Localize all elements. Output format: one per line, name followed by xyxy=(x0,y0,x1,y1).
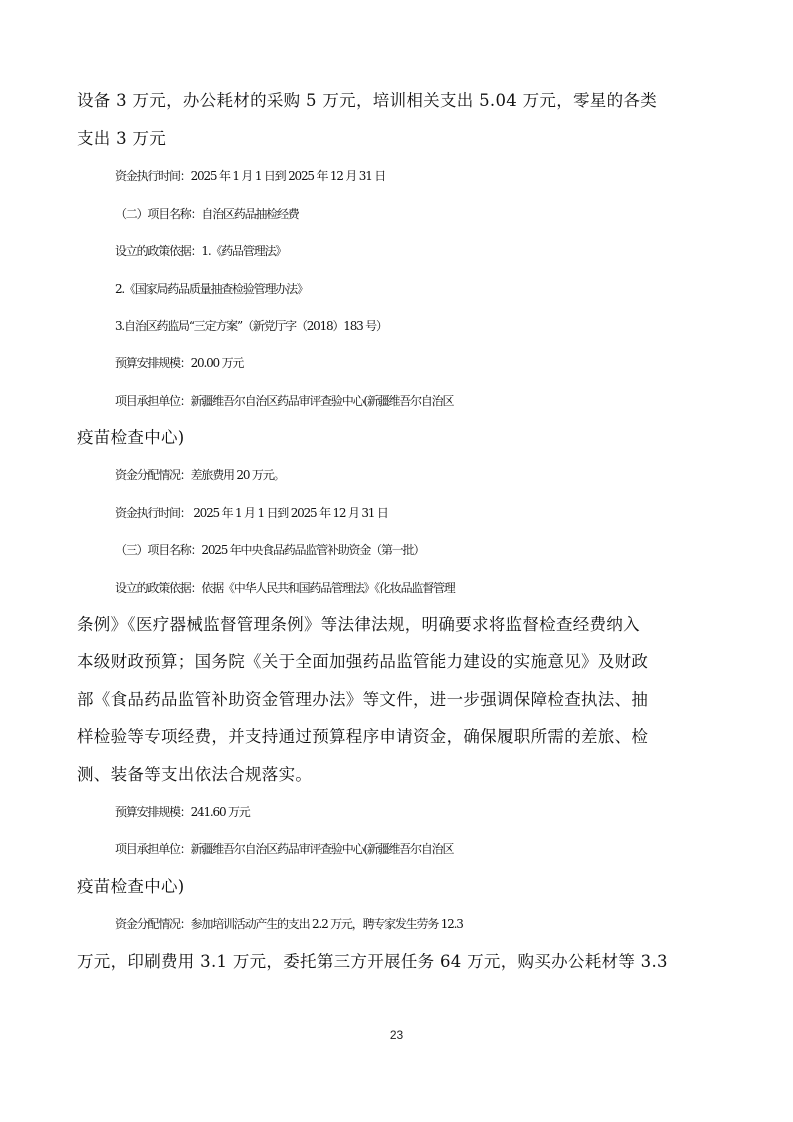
body-text-line: 资金分配情况：参加培训活动产生的支出 2.2 万元，聘专家发生劳务 12.3 xyxy=(115,917,463,931)
page-number: 23 xyxy=(389,1028,404,1042)
body-text-line: 资金执行时间：2025 年 1 月 1 日到 2025 年 12 月 31 日 xyxy=(115,169,386,183)
body-text-line: 资金执行时间： 2025 年 1 月 1 日到 2025 年 12 月 31 日 xyxy=(115,506,388,520)
body-text-line: 预算安排规模：20.00 万元 xyxy=(115,356,244,370)
section-heading: （三）项目名称：2025 年中央食品药品监管补助资金（第一批） xyxy=(115,543,425,557)
body-text-line: 设立的政策依据：依据《中华人民共和国药品管理法》《化妆品监督管理 xyxy=(115,581,455,595)
body-text-line: 设备 3 万元，办公耗材的采购 5 万元，培训相关支出 5.04 万元，零星的各类 xyxy=(77,91,658,110)
body-text-line: 本级财政预算；国务院《关于全面加强药品监管能力建设的实施意见》及财政 xyxy=(77,652,649,671)
body-text-line: 条例》《医疗器械监督管理条例》等法律法规，明确要求将监督检查经费纳入 xyxy=(77,615,640,634)
body-text-line: 疫苗检查中心) xyxy=(77,877,185,896)
body-text-line: 样检验等专项经费，并支持通过预算程序申请资金，确保履职所需的差旅、检 xyxy=(77,727,649,746)
body-text-line: 资金分配情况：差旅费用 20 万元。 xyxy=(115,468,285,482)
body-text-line: 3.自治区药监局“三定方案”（新党厅字（2018）183 号） xyxy=(115,319,387,333)
body-text-line: 2.《国家局药品质量抽查检验管理办法》 xyxy=(115,282,308,296)
body-text-line: 部《食品药品监管补助资金管理办法》等文件，进一步强调保障检查执法、抽 xyxy=(77,690,649,709)
body-text-line: 疫苗检查中心) xyxy=(77,428,185,447)
body-text-line: 支出 3 万元 xyxy=(77,129,167,148)
body-text-line: 设立的政策依据：1.《药品管理法》 xyxy=(115,244,287,258)
body-text-line: 预算安排规模：241.60 万元 xyxy=(115,805,250,819)
body-text-line: 项目承担单位：新疆维吾尔自治区药品审评查验中心(新疆维吾尔自治区 xyxy=(115,394,454,408)
body-text-line: 项目承担单位：新疆维吾尔自治区药品审评查验中心(新疆维吾尔自治区 xyxy=(115,842,454,856)
body-text-line: 测、装备等支出依法合规落实。 xyxy=(77,765,313,784)
body-text-line: 万元，印刷费用 3.1 万元，委托第三方开展任务 64 万元，购买办公耗材等 3.3 xyxy=(77,952,668,971)
section-heading: （二）项目名称：自治区药品抽检经费 xyxy=(115,207,299,221)
